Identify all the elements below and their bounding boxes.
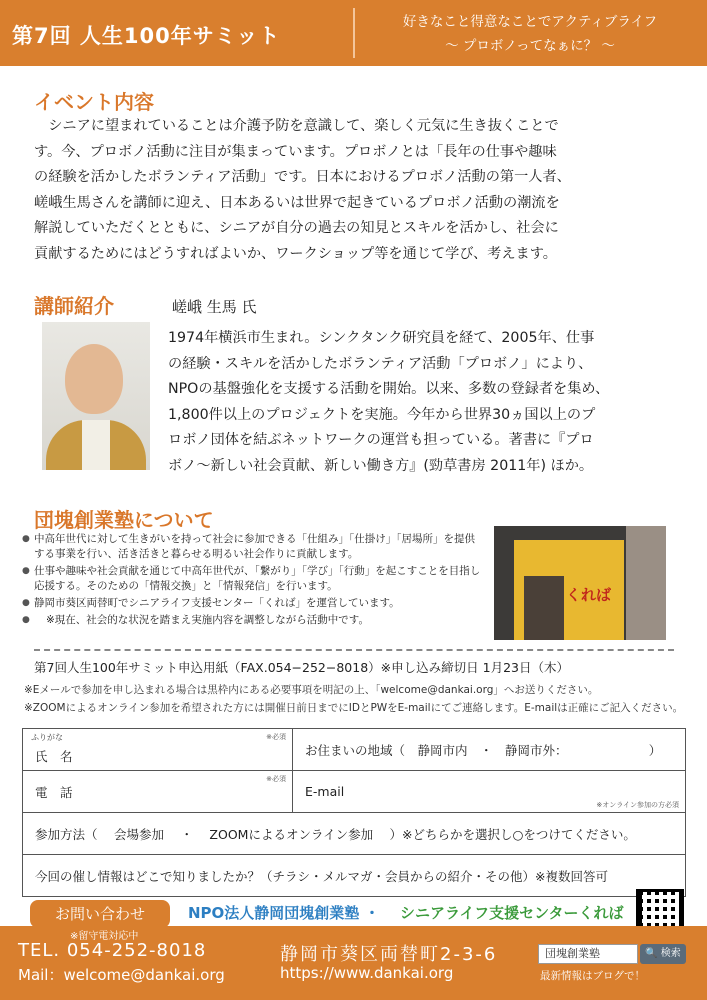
form-heading: 第7回人生100年サミット申込用紙（FAX.054−252−8018）※申し込み締切日 1月23日（木） [34, 660, 569, 675]
header-subtitle-2: 〜 プロボノってなぁに？ 〜 [445, 38, 615, 54]
event-heading: イベント内容 [34, 90, 154, 114]
bio-line: NPOの基盤強化を支援する活動を開始。以来、多数の登録者を集め、 [168, 381, 610, 397]
contact-address: 静岡市葵区両替町2-3-6 [280, 944, 498, 965]
event-description [34, 114, 684, 267]
blog-search-input[interactable]: 団塊創業塾 [538, 944, 638, 964]
contact-badge: お問い合わせ [30, 900, 170, 928]
bio-line: 1,800件以上のプロジェクトを実施。今年から世界30ヵ国以上のプ [168, 406, 596, 423]
contact-url[interactable]: https://www.dankai.org [280, 964, 454, 982]
cut-line [34, 649, 674, 651]
header-divider [353, 8, 355, 58]
event-line: 貢献するためにはどうすればよいか、ワークショップ等を通じて学び、考えます。 [34, 245, 557, 262]
bio-line: 1974年横浜市生まれ。シンクタンク研究員を経て、2005年、仕事 [168, 330, 595, 346]
name-label: 氏 名 [35, 748, 73, 764]
store-photo [494, 526, 666, 640]
org-name-npo: NPO法人静岡団塊創業塾 ・ [188, 904, 380, 922]
required-mark: ※必須 [266, 733, 286, 741]
area-field[interactable] [293, 729, 686, 771]
form-note-zoom: ※ZOOMによるオンライン参加を希望された方には開催日前日までにIDとPWをE-mailにてご連絡します。E-mailは正確にご記入ください。 [24, 702, 684, 714]
phone-field[interactable] [23, 771, 293, 813]
name-field[interactable] [23, 729, 293, 771]
event-line: す。今、プロボノ活動に注目が集まっています。プロボノとは「長年の仕事や趣味 [34, 143, 557, 160]
lecturer-heading: 講師紹介 [34, 294, 114, 318]
photo-head [65, 344, 123, 414]
school-heading: 団塊創業塾について [34, 508, 214, 532]
area-label: お住まいの地域（ 静岡市内 ・ 静岡市外： ） [305, 742, 662, 758]
event-line: の経験を活かしたボランティア活動」です。日本におけるプロボノ活動の第一人者、 [34, 169, 571, 185]
header-subtitle-1: 好きなこと得意なことでアクティブライフ [402, 14, 658, 30]
phone-label: 電 話 [35, 784, 73, 800]
contact-email[interactable]: Mail：welcome@dankai.org [18, 966, 225, 984]
email-field[interactable] [293, 771, 686, 813]
method-label: 参加方法（ 会場参加 ・ ZOOMによるオンライン参加 ）※どちらかを選択し○をつけてください。 [35, 826, 636, 842]
source-label: 今回の催し情報はどこで知りましたか？（チラシ・メルマガ・会員からの紹介・その他）※複数回答可 [35, 868, 608, 884]
lecturer-photo [42, 322, 150, 470]
required-mark: ※必須 [266, 775, 286, 783]
source-field[interactable] [23, 855, 686, 897]
online-required-note: ※オンライン参加の方必須 [596, 801, 679, 809]
blog-note: 最新情報はブログで！ [540, 970, 645, 982]
photo-shirt [82, 420, 110, 470]
bio-line: ボノ〜新しい社会貢献、新しい働き方』(勁草書房 2011年) ほか。 [168, 457, 594, 474]
bullet-item: ● 仕事や趣味や社会貢献を通じて中高年世代が、「繋がり」「学び」「行動」を起こすことを目指し応援する。そのための「情報交換」と「情報発信」を行います。 [22, 564, 482, 594]
phone-note: ※留守電対応中 [70, 931, 139, 942]
store-sign: くれば [566, 586, 612, 604]
contact-phone[interactable]: TEL. 054-252-8018 [18, 940, 207, 961]
page-title: 第7回 人生100年サミット [12, 24, 281, 48]
bullet-item: ● 中高年世代に対して生きがいを持って社会に参加できる「仕組み」「仕掛け」「居場所」を提供する事業を行い、活き活きと暮らせる明るい社会作りに貢献します。 [22, 532, 482, 562]
event-line: シニアに望まれていることは介護予防を意識して、楽しく元気に生き抜くことで [34, 118, 559, 134]
form-note-email: ※Eメールで参加を申し込まれる場合は黒枠内にある必要事項を明記の上、「welcome@dankai.org」へお送りください。 [24, 684, 599, 696]
school-bullets [22, 532, 482, 630]
bio-line: の経験・スキルを活かしたボランティア活動「プロボノ」により、 [168, 355, 593, 372]
org-name-center: シニアライフ支援センターくれば [400, 904, 624, 922]
lecturer-bio [168, 326, 688, 479]
bullet-note: ● ※現在、社会的な状況を踏まえ実施内容を調整しながら活動中です。 [22, 613, 482, 628]
event-line: 嵯峨生馬さんを講師に迎え、日本あるいは世界で起きているプロボノ活動の潮流を [34, 194, 560, 211]
bullet-item: ● 静岡市葵区両替町でシニアライフ支援センター「くれば」を運営しています。 [22, 596, 482, 611]
bio-line: ロボノ団体を結ぶネットワークの運営も担っている。著書に『プロ [168, 432, 594, 448]
store-side [626, 526, 666, 640]
application-form [22, 728, 686, 897]
event-line: 解説していただくとともに、シニアが自分の過去の知見とスキルを活かし、社会に [34, 220, 559, 236]
email-label: E-mail [305, 784, 345, 799]
search-button[interactable]: 🔍 検索 [640, 944, 686, 964]
method-field[interactable] [23, 813, 686, 855]
store-door [524, 576, 564, 640]
lecturer-name: 嵯峨 生馬 氏 [172, 298, 257, 316]
furigana-label: ふりがな [31, 733, 63, 742]
